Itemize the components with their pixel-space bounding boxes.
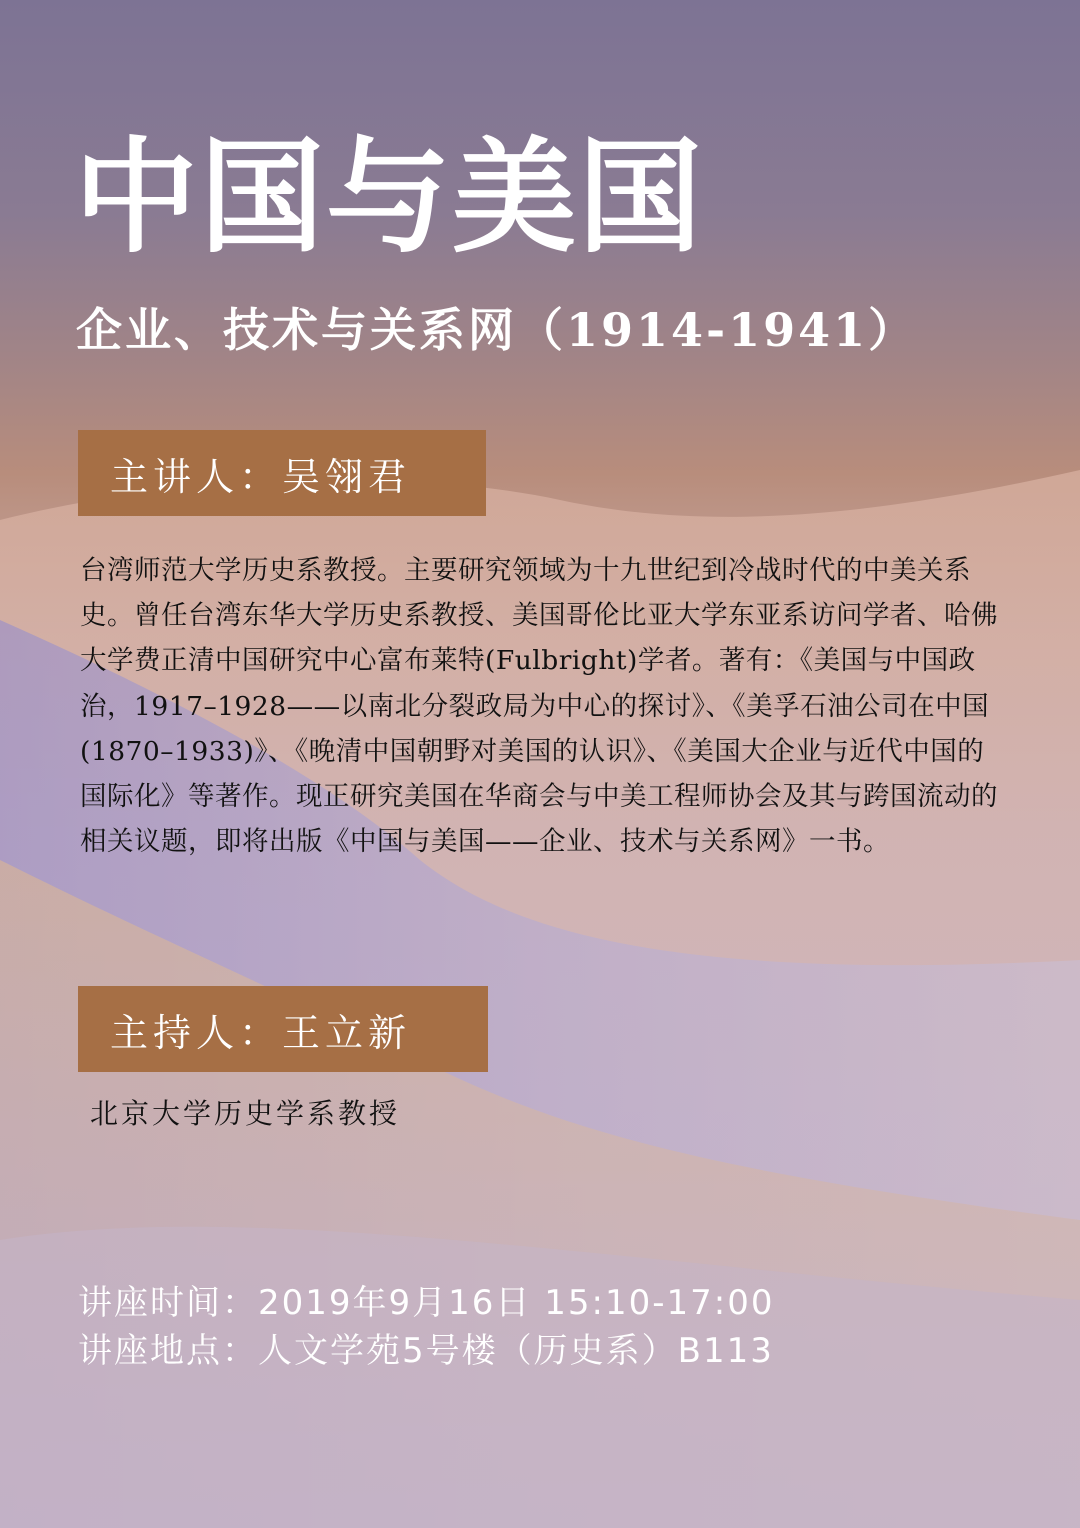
speaker-label-box — [78, 430, 486, 516]
speaker-label: 主讲人：吴翎君 — [110, 454, 412, 499]
host-label: 主持人：王立新 — [110, 1010, 412, 1055]
host-label-box — [78, 986, 488, 1072]
event-place: 讲座地点：人文学苑5号楼（历史系）B113 — [78, 1331, 774, 1371]
page-subtitle: 企业、技术与关系网（1914-1941） — [76, 303, 918, 357]
page-title: 中国与美国 — [74, 125, 705, 270]
host-title: 北京大学历史学系教授 — [90, 1097, 401, 1130]
event-time: 讲座时间：2019年9月16日 15:10-17:00 — [78, 1283, 775, 1323]
speaker-bio: 台湾师范大学历史系教授。主要研究领域为十九世纪到冷战时代的中美关系史。曾任台湾东华大学历史系教授、美国哥伦比亚大学东亚系访问学者、哈佛大学费正清中国研究中心富布莱特(Fulbright)学者。著有：《美国与中国政治，1917–1928——以南北分裂政局为中心的探讨》、《美孚石油公司在中国(1870–1933)》、《晚清中国朝野对美国的认识》、《美国大企业与近代中国的国际化》等著作。现正研究美国在华商会与中美工程师协会及其与跨国流动的相关议题，即将出版《中国与美国——企业、技术与关系网》一书。 — [80, 555, 998, 858]
